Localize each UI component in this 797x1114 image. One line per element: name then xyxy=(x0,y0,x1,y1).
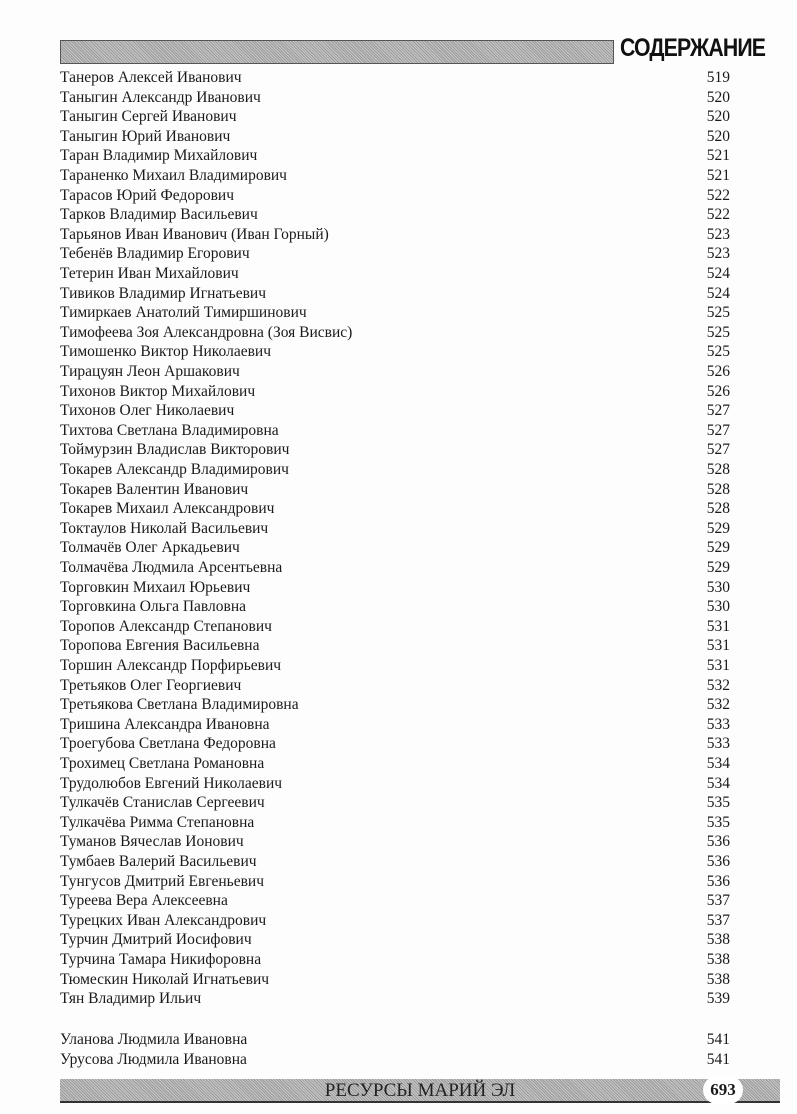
entry-name: Тумбаев Валерий Васильевич xyxy=(60,853,257,870)
contents-entry xyxy=(60,264,730,284)
entry-page: 531 xyxy=(706,617,730,635)
entry-name: Торопова Евгения Васильевна xyxy=(60,637,260,655)
contents-entry xyxy=(60,774,730,794)
contents-entry xyxy=(60,715,730,735)
entry-name: Тарасов Юрий Федорович xyxy=(60,186,235,204)
entry-page: 532 xyxy=(706,676,730,694)
entry-page: 529 xyxy=(706,559,730,576)
entry-name: Тараненко Михаил Владимирович xyxy=(60,167,287,184)
entry-name: Тимиркаев Анатолий Тимиршинович xyxy=(60,304,307,322)
contents-entry xyxy=(60,578,730,598)
footer-title: РЕСУРСЫ МАРИЙ ЭЛ xyxy=(324,1080,516,1101)
entry-page: 528 xyxy=(706,480,730,498)
contents-entry xyxy=(60,401,730,421)
contents-entry xyxy=(60,421,730,441)
contents-entry xyxy=(60,303,730,323)
entry-page: 533 xyxy=(706,715,730,733)
contents-entry xyxy=(60,519,730,539)
entry-page: 536 xyxy=(706,833,730,851)
entry-page: 524 xyxy=(706,265,730,282)
entry-name: Турецких Иван Александрович xyxy=(60,911,267,929)
entry-page: 530 xyxy=(706,578,730,596)
entry-name: Токарев Михаил Александрович xyxy=(60,500,275,518)
contents-entry xyxy=(60,205,730,225)
entry-name: Туманов Вячеслав Ионович xyxy=(60,833,244,851)
entry-page: 526 xyxy=(706,363,730,380)
contents-entry xyxy=(60,695,730,715)
entry-name: Тришина Александра Ивановна xyxy=(60,715,270,733)
entry-name: Уланова Людмила Ивановна xyxy=(60,1031,248,1048)
contents-entry xyxy=(60,440,730,460)
entry-name: Урусова Людмила Ивановна xyxy=(60,1050,247,1068)
contents-entry xyxy=(60,186,730,206)
entry-page: 528 xyxy=(706,500,730,518)
entry-name: Тюмескин Николай Игнатьевич xyxy=(60,970,270,988)
contents-entry xyxy=(60,362,730,382)
entry-page: 541 xyxy=(706,1031,730,1048)
entry-name: Трудолюбов Евгений Николаевич xyxy=(60,774,283,792)
entry-name: Туреева Вера Алексеевна xyxy=(60,892,228,910)
entry-name: Торговкина Ольга Павловна xyxy=(60,598,246,616)
entry-name: Тарков Владимир Васильевич xyxy=(60,206,258,224)
entry-name: Тихонов Виктор Михайлович xyxy=(60,382,256,400)
entry-name: Таран Владимир Михайлович xyxy=(60,147,258,165)
entry-page: 537 xyxy=(706,892,730,910)
entry-page: 538 xyxy=(706,970,730,988)
entry-name: Третьяков Олег Георгиевич xyxy=(60,676,242,694)
entry-page: 529 xyxy=(706,519,730,537)
contents-entry xyxy=(60,734,730,754)
entry-page: 524 xyxy=(706,284,730,302)
entry-page: 535 xyxy=(706,813,730,831)
entry-name: Тивиков Владимир Игнатьевич xyxy=(60,284,266,302)
entry-page: 525 xyxy=(706,343,730,361)
entry-name: Торопов Александр Степанович xyxy=(60,617,272,635)
contents-entry xyxy=(60,950,730,970)
contents-entry xyxy=(60,284,730,304)
contents-entry xyxy=(60,107,730,127)
entry-page: 531 xyxy=(706,637,730,655)
entry-page: 531 xyxy=(706,657,730,674)
entry-page: 534 xyxy=(706,774,730,792)
entry-name: Трохимец Светлана Романовна xyxy=(60,755,265,772)
entry-name: Тарьянов Иван Иванович (Иван Горный) xyxy=(60,225,329,243)
contents-entry xyxy=(60,1030,730,1050)
entry-page: 527 xyxy=(706,402,730,420)
entry-page: 537 xyxy=(706,911,730,929)
entry-name: Таныгин Александр Иванович xyxy=(60,88,261,106)
entry-page: 522 xyxy=(706,186,730,204)
entry-page: 535 xyxy=(706,794,730,812)
header-bar xyxy=(60,40,614,64)
entry-page: 529 xyxy=(706,539,730,557)
entry-name: Таныгин Сергей Иванович xyxy=(60,108,237,126)
entry-page: 527 xyxy=(706,441,730,459)
entry-name: Тебенёв Владимир Егорович xyxy=(60,245,250,263)
entry-page: 536 xyxy=(706,853,730,870)
entry-page: 538 xyxy=(706,931,730,949)
contents-entry xyxy=(60,852,730,872)
entry-name: Тунгусов Дмитрий Евгеньевич xyxy=(60,872,264,890)
entry-name: Торговкин Михаил Юрьевич xyxy=(60,578,251,596)
entry-name: Тихтова Светлана Владимировна xyxy=(60,421,279,439)
contents-entry xyxy=(60,342,730,362)
entry-name: Таныгин Юрий Иванович xyxy=(60,127,231,145)
entry-name: Тян Владимир Ильич xyxy=(60,990,202,1008)
entry-name: Толмачёва Людмила Арсентьевна xyxy=(60,559,283,576)
entry-name: Тулкачёва Римма Степановна xyxy=(60,813,255,831)
section-title: СОДЕРЖАНИЕ xyxy=(620,34,766,62)
contents-entry xyxy=(60,793,730,813)
contents-entry xyxy=(60,636,730,656)
contents-entry xyxy=(60,538,730,558)
contents-entry xyxy=(60,225,730,245)
entry-page: 520 xyxy=(706,88,730,106)
contents-entry xyxy=(60,88,730,108)
entry-page: 525 xyxy=(706,323,730,341)
entry-name: Турчин Дмитрий Иосифович xyxy=(60,931,252,949)
page-number: 693 xyxy=(703,1076,743,1104)
contents-entry xyxy=(60,832,730,852)
entry-page: 541 xyxy=(706,1050,730,1068)
contents-entry xyxy=(60,480,730,500)
contents-entry xyxy=(60,930,730,950)
contents-entry xyxy=(60,597,730,617)
entry-name: Тоймурзин Владислав Викторович xyxy=(60,441,290,459)
contents-entry xyxy=(60,68,730,88)
entry-page: 523 xyxy=(706,245,730,263)
entry-page: 536 xyxy=(706,872,730,890)
contents-entry xyxy=(60,244,730,264)
entry-name: Токтаулов Николай Васильевич xyxy=(60,519,269,537)
entry-page: 539 xyxy=(706,990,730,1008)
entry-name: Токарев Александр Владимирович xyxy=(60,461,289,478)
contents-entry xyxy=(60,872,730,892)
entry-name: Торшин Александр Порфирьевич xyxy=(60,657,282,674)
contents-entry xyxy=(60,970,730,990)
entry-page: 533 xyxy=(706,735,730,753)
entry-page: 528 xyxy=(706,461,730,478)
entry-name: Тимошенко Виктор Николаевич xyxy=(60,343,271,361)
contents-entry xyxy=(60,323,730,343)
contents-entry xyxy=(60,382,730,402)
entry-page: 525 xyxy=(706,304,730,322)
contents-entry xyxy=(60,499,730,519)
contents-entry xyxy=(60,460,730,480)
contents-entry xyxy=(60,656,730,676)
entry-page: 522 xyxy=(706,206,730,224)
entry-page: 526 xyxy=(706,382,730,400)
entry-page: 520 xyxy=(706,108,730,126)
entry-page: 538 xyxy=(706,951,730,968)
entry-name: Турчина Тамара Никифоровна xyxy=(60,951,262,968)
contents-entry xyxy=(60,891,730,911)
entry-name: Тулкачёв Станислав Сергеевич xyxy=(60,794,265,812)
entry-page: 521 xyxy=(706,167,730,184)
entry-page: 534 xyxy=(706,755,730,772)
contents-entry xyxy=(60,911,730,931)
entry-page: 521 xyxy=(706,147,730,165)
contents-entry xyxy=(60,127,730,147)
contents-entry xyxy=(60,166,730,186)
contents-entry xyxy=(60,617,730,637)
entry-page: 530 xyxy=(706,598,730,616)
entry-name: Тихонов Олег Николаевич xyxy=(60,402,235,420)
contents-entry xyxy=(60,676,730,696)
entry-name: Третьякова Светлана Владимировна xyxy=(60,696,299,714)
contents-entry xyxy=(60,146,730,166)
contents-entry xyxy=(60,813,730,833)
entry-name: Тимофеева Зоя Александровна (Зоя Висвис) xyxy=(60,323,353,341)
contents-entry xyxy=(60,558,730,578)
entry-page: 523 xyxy=(706,225,730,243)
entry-name: Троегубова Светлана Федоровна xyxy=(60,735,276,753)
entry-page: 532 xyxy=(706,696,730,714)
entry-page: 520 xyxy=(706,127,730,145)
entry-page: 527 xyxy=(706,421,730,439)
entry-name: Токарев Валентин Иванович xyxy=(60,480,249,498)
entry-name: Толмачёв Олег Аркадьевич xyxy=(60,539,240,557)
entry-name: Танеров Алексей Иванович xyxy=(60,69,242,86)
contents-entry xyxy=(60,754,730,774)
contents-entry xyxy=(60,989,730,1009)
contents-entry xyxy=(60,1050,730,1070)
entry-name: Тирацуян Леон Аршакович xyxy=(60,363,240,380)
entry-name: Тетерин Иван Михайлович xyxy=(60,265,239,282)
entry-page: 519 xyxy=(706,69,730,86)
